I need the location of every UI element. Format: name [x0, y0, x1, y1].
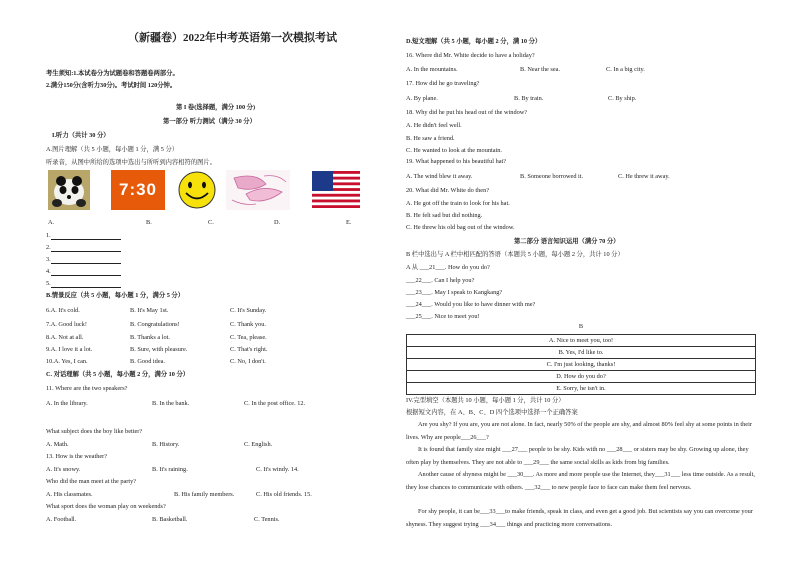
q12-text: What subject does the boy like better?: [46, 428, 143, 435]
q20-option-b: B. He felt sad but did nothing.: [406, 212, 483, 219]
q15-option-b: B. Basketball.: [152, 516, 188, 523]
column-b-item: E. Sorry, he isn't in.: [407, 383, 756, 395]
section-a-heading: A.图片理解（共 5 小题，每小题 1 分，满 5 分）: [46, 146, 179, 153]
q20-option-a: A. He got off the train to look for his hat.: [406, 200, 510, 207]
q9-option-a: 9.A. I love it a lot.: [46, 346, 93, 353]
q15-option-a: A. Football.: [46, 516, 77, 523]
q18-option-c: C. He wanted to look at the mountain.: [406, 147, 503, 154]
answer-blank-1[interactable]: 1.: [46, 232, 121, 240]
column-a-item-22: ___22___. Can I help you?: [406, 277, 475, 284]
notice-2: 2.满分150分(含听力30分)。考试时间 120分钟。: [46, 82, 177, 89]
q18-text: 18. Why did he put his head out of the window?: [406, 109, 528, 116]
q13-option-a: A. It's snowy.: [46, 466, 81, 473]
q17-option-b: B. By train.: [514, 95, 544, 102]
column-b-item: A. Nice to meet you, too!: [407, 335, 756, 347]
q14-text: Who did the man meet at the party?: [46, 478, 137, 485]
q13-option-c: C. It's windy. 14.: [256, 466, 299, 473]
picture-letter-b: B.: [146, 219, 152, 226]
q9-option-c: C. That's right.: [230, 346, 268, 353]
q12-option-a: A. Math.: [46, 441, 69, 448]
us-flag-icon: [312, 171, 360, 208]
answer-blank-4[interactable]: 4.: [46, 268, 121, 276]
picture-letter-d: D.: [274, 219, 281, 226]
q19-text: 19. What happened to his beautiful hat?: [406, 158, 507, 165]
listening-heading: I.听力（共计 30 分）: [52, 132, 110, 139]
q16-option-b: B. Near the sea.: [520, 66, 561, 73]
q10-option-b: B. Good idea.: [130, 358, 165, 365]
column-b-item: C. I'm just looking, thanks!: [407, 359, 756, 371]
panda-icon: [48, 170, 90, 210]
q19-option-a: A. The wind blew it away.: [406, 173, 473, 180]
q16-option-c: C. In a big city.: [606, 66, 645, 73]
q18-option-a: A. He didn't feel well.: [406, 122, 462, 129]
column-a-item-21: A 从 ___21___. How do you do?: [406, 264, 490, 271]
picture-letter-a: A.: [48, 219, 55, 226]
cloze-paragraph-2: It is found that family size might ___27___ people to be shy. Kids with no ___28___ or sisters may be shy. Growing up alone, they often play by themselves. They are not able to ___29___ the same social skills as kids from big families.: [406, 446, 749, 466]
answer-blank-3[interactable]: 3.: [46, 256, 121, 264]
q17-option-c: C. By ship.: [608, 95, 637, 102]
q20-option-c: C. He threw his old bag out of the window.: [406, 224, 515, 231]
page-title: （新疆卷）2022年中考英语第一次模拟考试: [128, 32, 337, 44]
part2-heading: 第二部分 语言知识运用（满分 70 分）: [514, 238, 620, 245]
q8-option-c: C. Tea, please.: [230, 334, 267, 341]
q6-option-a: 6.A. It's cold.: [46, 307, 80, 314]
q7-option-c: C. Thank you.: [230, 321, 266, 328]
q8-option-b: B. Thanks a lot.: [130, 334, 170, 341]
q16-option-a: A. In the mountains.: [406, 66, 458, 73]
column-b-item: D. How do you do?: [407, 371, 756, 383]
q13-text: 13. How is the weather?: [46, 453, 108, 460]
q15-option-c: C. Tennis.: [254, 516, 280, 523]
q17-option-a: A. By plane.: [406, 95, 438, 102]
column-a-item-24: ___24___. Would you like to have dinner with me?: [406, 301, 536, 308]
picture-letter-c: C.: [208, 219, 214, 226]
picture-letter-e: E.: [346, 219, 352, 226]
q16-text: 16. Where did Mr. White decide to have a holiday?: [406, 52, 535, 59]
part1-heading: 第一部分 听力测试（满分 30 分）: [163, 118, 256, 125]
notice-1: 考生须知:1.本试卷分为试题卷和答题卷两部分。: [46, 70, 179, 77]
column-a-item-23: ___23___. May I speak to Kangkang?: [406, 289, 503, 296]
q14-option-a: A. His classmates.: [46, 491, 93, 498]
column-b-item: B. Yes, I'd like to.: [407, 347, 756, 359]
q10-option-c: C. No, I don't.: [230, 358, 266, 365]
q7-option-b: B. Congratulations!: [130, 321, 180, 328]
q11-option-c: C. In the post office. 12.: [244, 400, 306, 407]
q12-option-b: B. History.: [152, 441, 180, 448]
column-b-heading: B: [578, 323, 584, 330]
q8-option-a: 8.A. Not at all.: [46, 334, 84, 341]
cloze-paragraph-4: For shy people, it can be___33___to make friends, speak in class, and even get a good job. But scientists say you can overcome your shyness. They suggest trying ___34___ things and practicing more conversations.: [406, 508, 753, 528]
q13-option-b: B. It's raining.: [152, 466, 188, 473]
q6-option-b: B. It's May 1st.: [130, 307, 169, 314]
cloze-heading: IV.完型填空（本题共 10 小题，每小题 1 分，共计 10 分）: [406, 397, 565, 404]
cloze-paragraph-3: Another cause of shyness might be ___30___. As more and more people use the Internet, they___31___ less time outside. As a result, they lose chances to communicate with others. ___32___ to new people face to face can make them feel nervous.: [406, 471, 755, 491]
q7-option-a: 7.A. Good luck!: [46, 321, 87, 328]
q11-option-a: A. In the library.: [46, 400, 88, 407]
q12-option-c: C. English.: [244, 441, 273, 448]
q9-option-b: B. Sure, with pleasure.: [130, 346, 188, 353]
section-d-heading: D.短文理解（共 5 小题，每小题 2 分，满 10 分）: [406, 38, 542, 45]
answer-blank-2[interactable]: 2.: [46, 244, 121, 252]
section-b-heading: B.情景反应（共 5 小题，每小题 1 分，满分 5 分）: [46, 292, 185, 299]
column-a-item-25: ___25___. Nice to meet you!: [406, 313, 480, 320]
q17-text: 17. How did he go traveling?: [406, 80, 480, 87]
q11-option-b: B. In the bank.: [152, 400, 190, 407]
q10-option-a: 10.A. Yes, I can.: [46, 358, 88, 365]
q14-option-c: C. His old friends. 15.: [256, 491, 312, 498]
q6-option-c: C. It's Sunday.: [230, 307, 267, 314]
flower-icon: [226, 170, 290, 210]
answer-blank-5[interactable]: 5.: [46, 280, 121, 288]
q18-option-b: B. He saw a friend.: [406, 135, 455, 142]
smiley-icon: [176, 170, 218, 210]
q15-text: What sport does the woman play on weekends?: [46, 503, 166, 510]
clock-icon: 7:30: [111, 170, 165, 210]
matching-instruction: B 栏中选出与 A 栏中相匹配的答语（本题共 5 小题，每小题 2 分，共计 10 分）: [406, 251, 624, 258]
q20-text: 20. What did Mr. White do then?: [406, 187, 490, 194]
cloze-instruction: 根据短文内容，在 A、B、C、D 四个选项中选择一个正确答案: [406, 409, 578, 416]
q19-option-b: B. Someone borrowed it.: [520, 173, 584, 180]
cloze-paragraph-1: Are you shy? If you are, you are not alone. In fact, nearly 50% of the people are shy, and almost 80% feel shy at some points in their lives. Why are people___26___?: [406, 421, 752, 441]
column-b-table: [406, 334, 756, 395]
section-a-instruction: 听录音，从图中所给的选项中选出与所听到内容相符的图片。: [46, 159, 217, 166]
section-c-heading: C. 对话理解（共 5 小题，每小题 2 分，满分 10 分）: [46, 371, 190, 378]
q11-text: 11. Where are the two speakers?: [46, 385, 128, 392]
volume-heading: 第 I 卷(选择题，满分 100 分): [176, 104, 256, 111]
q14-option-b: B. His family members.: [174, 491, 235, 498]
q19-option-c: C. He threw it away.: [618, 173, 670, 180]
